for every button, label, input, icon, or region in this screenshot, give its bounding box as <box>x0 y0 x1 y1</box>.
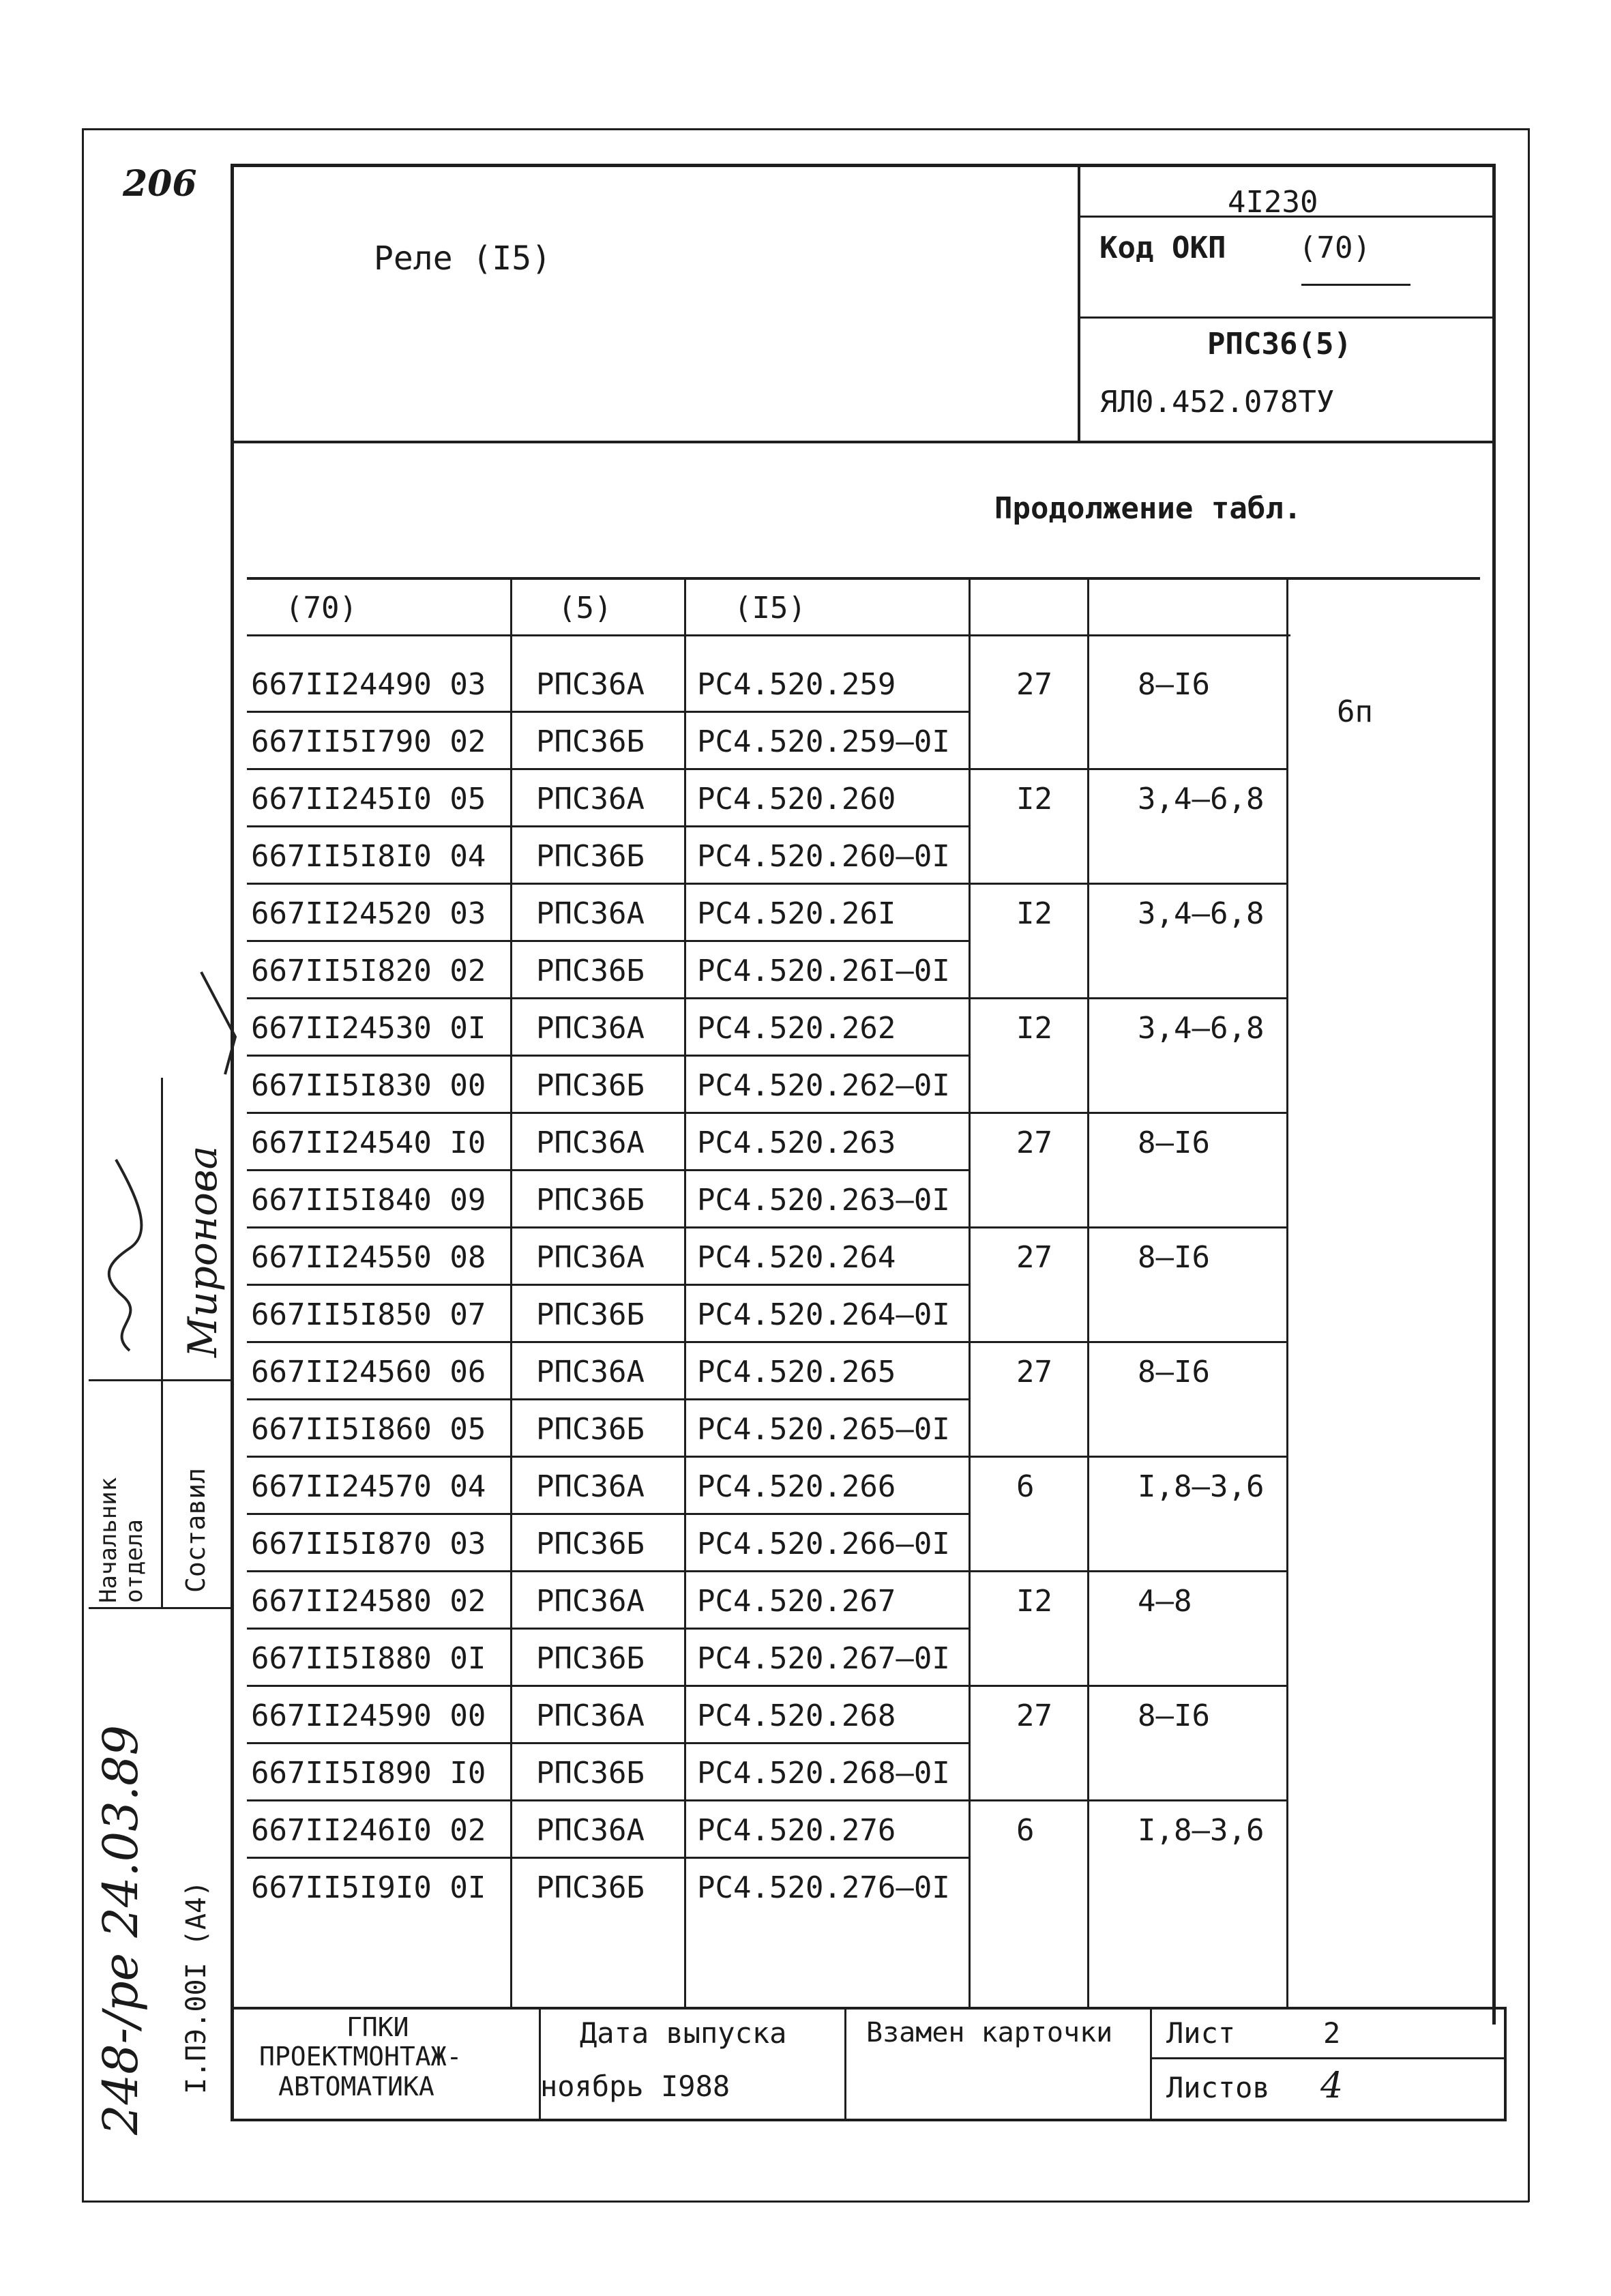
model-cell: РПС36А <box>536 896 645 931</box>
drawing-code-cell: РС4.520.263 <box>697 1125 896 1160</box>
okp-code-cell: 667II5I850 07 <box>251 1297 486 1332</box>
drawing-code-cell: РС4.520.266 <box>697 1469 896 1504</box>
margin-box-divider <box>161 1078 163 1608</box>
drawing-code-cell: РС4.520.263–0I <box>697 1183 950 1218</box>
voltage-cell: 27 <box>1016 1698 1052 1733</box>
table-col2-line <box>684 580 686 2010</box>
model-cell: РПС36А <box>536 1125 645 1160</box>
header-bottom-line <box>231 441 1495 443</box>
row-separator <box>247 1742 969 1744</box>
range-cell: 4–8 <box>1138 1584 1192 1619</box>
okp-value: (70) <box>1299 231 1371 265</box>
voltage-cell: I2 <box>1016 1584 1052 1619</box>
okp-code-cell: 667II5I870 03 <box>251 1527 486 1561</box>
voltage-cell: 6 <box>1016 1813 1035 1848</box>
drawing-code-cell: РС4.520.276–0I <box>697 1870 950 1905</box>
drawing-code-cell: РС4.520.26I <box>697 896 896 931</box>
voltage-cell: I2 <box>1016 782 1052 816</box>
model-cell: РПС36Б <box>536 1412 645 1447</box>
org-line1: ГПКИ <box>346 2012 409 2042</box>
model-cell: РПС36Б <box>536 724 645 759</box>
okp-code-cell: 667II24590 00 <box>251 1698 486 1733</box>
chief-label: Начальник отдела <box>95 1477 148 1603</box>
row-separator <box>247 711 969 713</box>
drawing-code-cell: РС4.520.26I–0I <box>697 954 950 988</box>
model-cell: РПС36А <box>536 1355 645 1389</box>
row-separator <box>247 1055 969 1057</box>
row-separator <box>247 997 1286 999</box>
model-cell: РПС36Б <box>536 1068 645 1103</box>
registration-stamp: 248-/ре 24.03.89 <box>93 1724 149 2135</box>
code-box-left <box>1078 164 1080 443</box>
range-cell: 3,4–6,8 <box>1138 1011 1265 1046</box>
drawing-code-cell: РС4.520.265 <box>697 1355 896 1389</box>
outer-frame-bottom <box>82 2201 1529 2203</box>
model-cell: РПС36А <box>536 1240 645 1275</box>
voltage-cell: I2 <box>1016 896 1052 931</box>
form-code: І.ПЭ.00І (А4) <box>181 1880 212 2094</box>
row-separator <box>247 1341 1286 1343</box>
range-cell: 8–I6 <box>1138 1240 1210 1275</box>
drawing-code-cell: РС4.520.264–0I <box>697 1297 950 1332</box>
header-col-15: (I5) <box>734 591 806 625</box>
model-cell: РПС36А <box>536 782 645 816</box>
row-separator <box>247 825 969 827</box>
drawing-code-cell: РС4.520.262–0I <box>697 1068 950 1103</box>
drawing-code-cell: РС4.520.265–0I <box>697 1412 950 1447</box>
drawing-code-cell: РС4.520.268–0I <box>697 1756 950 1791</box>
okp-code-cell: 667II24490 03 <box>251 667 486 702</box>
sheet-label: Лист <box>1166 2016 1236 2050</box>
table-top-line <box>247 577 1480 580</box>
okp-code-cell: 667II24520 03 <box>251 896 486 931</box>
model-cell: РПС36А <box>536 1011 645 1046</box>
model-cell: РПС36Б <box>536 1183 645 1218</box>
drawing-code-cell: РС4.520.260 <box>697 782 896 816</box>
model-cell: РПС36Б <box>536 1297 645 1332</box>
header-col-5: (5) <box>558 591 612 625</box>
okp-code-cell: 667II5I820 02 <box>251 954 486 988</box>
outer-frame-right <box>1528 128 1530 2202</box>
voltage-cell: 27 <box>1016 1125 1052 1160</box>
table-header-bottom-line <box>247 634 1290 636</box>
org-line3: АВТОМАТИКА <box>278 2072 434 2102</box>
okp-code-cell: 667II24540 I0 <box>251 1125 486 1160</box>
drawing-code-cell: РС4.520.260–0I <box>697 839 950 874</box>
okp-code-cell: 667II24580 02 <box>251 1584 486 1619</box>
row-separator <box>247 883 1286 885</box>
outer-frame-left <box>82 128 84 2202</box>
voltage-cell: I2 <box>1016 1011 1052 1046</box>
row-separator <box>247 1628 969 1630</box>
row-separator <box>247 1456 1286 1458</box>
issue-date-label: Дата выпуска <box>580 2016 787 2050</box>
table-col1-line <box>510 580 512 2010</box>
row-separator <box>247 1284 969 1286</box>
footer-sep3 <box>1150 2007 1152 2121</box>
okp-code-cell: 667II24550 08 <box>251 1240 486 1275</box>
chief-signature <box>102 1153 150 1357</box>
row-separator <box>247 1112 1286 1114</box>
row-separator <box>247 768 1286 770</box>
document-title: Реле (I5) <box>374 239 552 278</box>
inner-frame-left <box>231 164 234 2121</box>
sheets-label: Листов <box>1166 2071 1270 2104</box>
author-label: Составил <box>181 1467 211 1593</box>
footer-right-line <box>1504 2007 1507 2121</box>
model-cell: РПС36Б <box>536 1527 645 1561</box>
okp-label: Код ОКП <box>1099 231 1226 265</box>
range-cell: 8–I6 <box>1138 667 1210 702</box>
drawing-code-cell: РС4.520.276 <box>697 1813 896 1848</box>
model-cell: РПС36Б <box>536 1641 645 1676</box>
okp-underline <box>1301 284 1410 286</box>
issue-date-value: ноябрь I988 <box>540 2070 730 2103</box>
table-col4-line <box>1087 580 1089 2010</box>
range-cell: 8–I6 <box>1138 1125 1210 1160</box>
range-cell: 8–I6 <box>1138 1698 1210 1733</box>
drawing-code-cell: РС4.520.267–0I <box>697 1641 950 1676</box>
model-cell: РПС36А <box>536 1584 645 1619</box>
model-cell: РПС36Б <box>536 954 645 988</box>
drawing-code-cell: РС4.520.266–0I <box>697 1527 950 1561</box>
page-number: 206 <box>123 163 197 205</box>
model-cell: РПС36Б <box>536 1870 645 1905</box>
continuation-label: Продолжение табл. <box>994 491 1302 526</box>
sheet-value: 2 <box>1323 2016 1341 2050</box>
okp-code-cell: 667II5I8I0 04 <box>251 839 486 874</box>
model-cell: РПС36Б <box>536 839 645 874</box>
okp-code-cell: 667II5I790 02 <box>251 724 486 759</box>
range-cell: I,8–3,6 <box>1138 1813 1265 1848</box>
range-cell: 8–I6 <box>1138 1355 1210 1389</box>
footer-sheet-divider <box>1150 2057 1506 2059</box>
row-separator <box>247 1226 1286 1228</box>
voltage-cell: 27 <box>1016 667 1052 702</box>
row-separator <box>247 1513 969 1515</box>
row-separator <box>247 1169 969 1171</box>
range-cell: I,8–3,6 <box>1138 1469 1265 1504</box>
header-col-70: (70) <box>285 591 357 625</box>
table-col3-line <box>969 580 971 2010</box>
model-name: РПС36(5) <box>1207 327 1352 362</box>
row-separator <box>247 1857 969 1859</box>
okp-code-cell: 667II24570 04 <box>251 1469 486 1504</box>
model-cell: РПС36А <box>536 1469 645 1504</box>
row-separator <box>247 1799 1286 1801</box>
row-separator <box>247 1685 1286 1687</box>
row-separator <box>247 1570 1286 1572</box>
okp-code-cell: 667II5I880 0I <box>251 1641 486 1676</box>
okp-code-cell: 667II5I830 00 <box>251 1068 486 1103</box>
range-cell: 3,4–6,8 <box>1138 896 1265 931</box>
voltage-cell: 6 <box>1016 1469 1035 1504</box>
replace-card-label: Взамен карточки <box>866 2017 1113 2048</box>
drawing-code-cell: РС4.520.262 <box>697 1011 896 1046</box>
chief-signature-scribble <box>102 1153 150 1357</box>
model-cell: РПС36А <box>536 667 645 702</box>
okp-code-cell: 667II24530 0I <box>251 1011 486 1046</box>
row-separator <box>247 940 969 942</box>
model-cell: РПС36А <box>536 1813 645 1848</box>
okp-code-cell: 667II246I0 02 <box>251 1813 486 1848</box>
footer-top-line <box>231 2007 1506 2010</box>
voltage-cell: 27 <box>1016 1355 1052 1389</box>
footer-sep2 <box>844 2007 846 2121</box>
drawing-code-cell: РС4.520.259 <box>697 667 896 702</box>
drawing-code-cell: РС4.520.268 <box>697 1698 896 1733</box>
check-mark-icon <box>198 969 239 1078</box>
row-separator <box>247 1398 969 1400</box>
model-cell: РПС36Б <box>536 1756 645 1791</box>
drawing-code-cell: РС4.520.264 <box>697 1240 896 1275</box>
footer-bottom-line <box>231 2119 1506 2121</box>
okp-code-cell: 667II5I890 I0 <box>251 1756 486 1791</box>
table-col5-line <box>1286 580 1288 2010</box>
okp-code-cell: 667II5I9I0 0I <box>251 1870 486 1905</box>
okp-code-cell: 667II5I860 05 <box>251 1412 486 1447</box>
author-signature: Миронова <box>179 1145 226 1357</box>
drawing-code-cell: РС4.520.267 <box>697 1584 896 1619</box>
inner-frame-top <box>231 164 1495 167</box>
spec-code: ЯЛ0.452.078ТУ <box>1099 385 1335 420</box>
org-line2: ПРОЕКТМОНТАЖ- <box>259 2042 462 2072</box>
okp-code-cell: 667II5I840 09 <box>251 1183 486 1218</box>
range-cell: 3,4–6,8 <box>1138 782 1265 816</box>
code-value: 4I230 <box>1228 185 1318 220</box>
author-check-mark <box>198 969 239 1078</box>
side-note: 6п <box>1337 694 1373 729</box>
sheets-value: 4 <box>1320 2065 1344 2106</box>
voltage-cell: 27 <box>1016 1240 1052 1275</box>
model-cell: РПС36А <box>536 1698 645 1733</box>
okp-code-cell: 667II24560 06 <box>251 1355 486 1389</box>
code-box-line2 <box>1078 317 1494 319</box>
footer-sep1 <box>539 2007 541 2121</box>
drawing-code-cell: РС4.520.259–0I <box>697 724 950 759</box>
okp-code-cell: 667II245I0 05 <box>251 782 486 816</box>
outer-frame-top <box>82 128 1529 130</box>
